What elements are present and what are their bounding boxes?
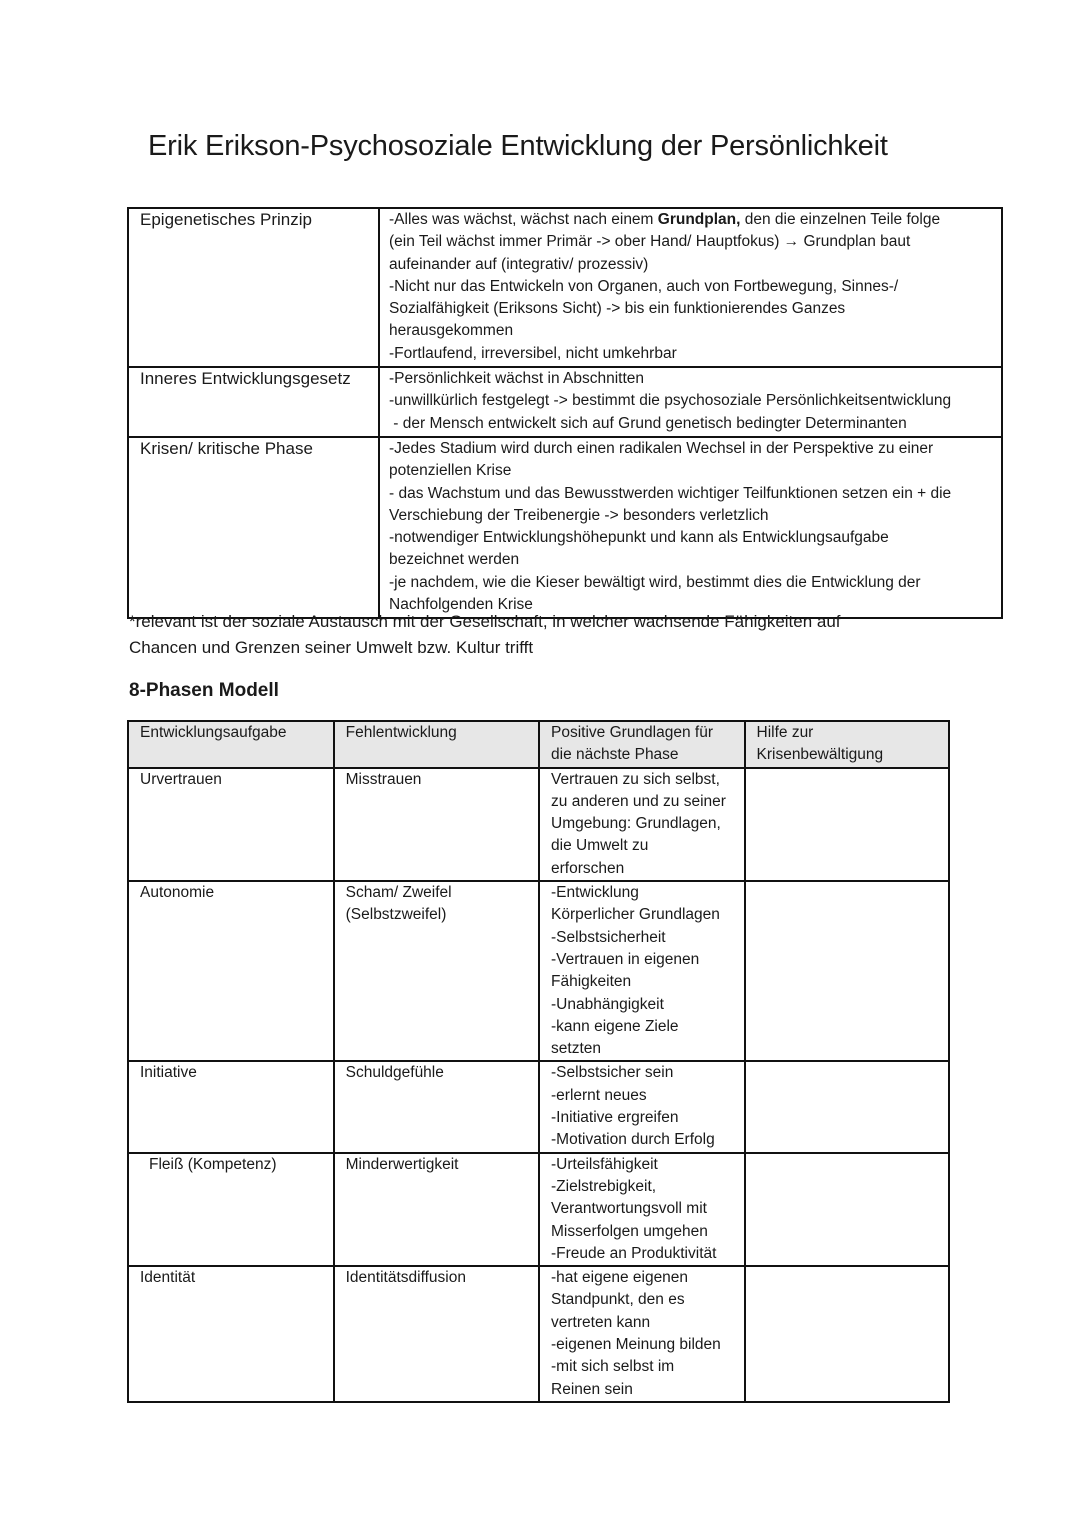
column-header: Entwicklungsaufgabe xyxy=(128,721,334,768)
cell-task xyxy=(128,1153,334,1266)
table-row xyxy=(128,1153,949,1266)
section-heading: 8-Phasen Modell xyxy=(129,680,279,701)
text-line: -notwendiger Entwicklungshöhepunkt und kann als Entwicklungsaufgabe xyxy=(389,529,889,547)
table-row xyxy=(128,208,1002,367)
table-row xyxy=(128,437,1002,618)
page-title: Erik Erikson-Psychosoziale Entwicklung der Persönlichkeit xyxy=(148,130,888,162)
text-line: (ein Teil wächst immer Primär -> ober Hand/ Hauptfokus) → Grundplan baut xyxy=(389,233,911,251)
row-description xyxy=(379,208,1002,367)
table-row xyxy=(128,768,949,881)
cell-fail: Identitätsdiffusion xyxy=(334,1266,539,1402)
cell-help xyxy=(745,768,950,881)
cell-positive: -Selbstsicher sein -erlernt neues -Initiative ergreifen -Motivation durch Erfolg xyxy=(539,1061,744,1152)
text-line: -je nachdem, wie die Kieser bewältigt wird, bestimmt dies die Entwicklung der xyxy=(389,573,921,591)
row-label: Krisen/ kritische Phase xyxy=(128,437,379,618)
cell-task: Identität xyxy=(128,1266,334,1402)
footnote-line: Chancen und Grenzen seiner Umwelt bzw. Kultur trifft xyxy=(129,638,534,657)
text-line: - das Wachstum und das Bewusstwerden wichtiger Teilfunktionen setzen ein + die xyxy=(389,484,952,502)
text-line: -Persönlichkeit wächst in Abschnitten xyxy=(389,370,645,388)
column-header: Hilfe zur Krisenbewältigung xyxy=(745,721,950,768)
text-line: herausgekommen xyxy=(389,322,514,340)
row-description xyxy=(379,367,1002,437)
cell-fail: Minderwertigkeit xyxy=(334,1153,539,1266)
table-row xyxy=(128,367,1002,437)
table-header-row xyxy=(128,721,949,768)
cell-help xyxy=(745,1153,950,1266)
table-row xyxy=(128,881,949,1061)
text-line: -unwillkürlich festgelegt -> bestimmt die psychosoziale Persönlichkeitsentwicklung xyxy=(389,392,952,410)
cell-help xyxy=(745,1266,950,1402)
cell-help xyxy=(745,881,950,1061)
text-line: -Alles was wächst, wächst nach einem xyxy=(389,211,658,228)
cell-positive: Vertrauen zu sich selbst, zu anderen und zu seiner Umgebung: Grundlagen, die Umwelt zu erforschen xyxy=(539,768,744,881)
cell-task: Urvertrauen xyxy=(128,768,334,881)
text-line: potenziellen Krise xyxy=(389,462,512,480)
table-row xyxy=(128,1266,949,1402)
table-row xyxy=(128,1061,949,1152)
row-label: Inneres Entwicklungsgesetz xyxy=(128,367,379,437)
text-line: bezeichnet werden xyxy=(389,551,520,569)
column-header: Positive Grundlagen für die nächste Phase xyxy=(539,721,744,768)
principles-table xyxy=(127,207,1003,619)
cell-positive: -hat eigene eigenen Standpunkt, den es vertreten kann -eigenen Meinung bilden -mit sich selbst im Reinen sein xyxy=(539,1266,744,1402)
cell-task: Autonomie xyxy=(128,881,334,1061)
footnote-line: *relevant ist der soziale Austausch mit der Gesellschaft, in welcher wachsende Fähigkeiten auf xyxy=(129,612,841,631)
cell-positive: -Urteilsfähigkeit -Zielstrebigkeit, Verantwortungsvoll mit Misserfolgen umgehen -Freude an Produktivität xyxy=(539,1153,744,1266)
row-label: Epigenetisches Prinzip xyxy=(128,208,379,367)
cell-fail: Misstrauen xyxy=(334,768,539,881)
cell-fail: Schuldgefühle xyxy=(334,1061,539,1152)
text-line: -Fortlaufend, irreversibel, nicht umkehrbar xyxy=(389,344,677,362)
text-line: Nachfolgenden Krise xyxy=(389,596,533,614)
text-line: Sozialfähigkeit (Eriksons Sicht) -> bis ein funktionierendes Ganzes xyxy=(389,300,846,318)
text-line: aufeinander auf (integrativ/ prozessiv) xyxy=(389,255,649,273)
cell-task-text: Fleiß (Kompetenz) xyxy=(149,1155,277,1173)
cell-fail: Scham/ Zweifel (Selbstzweifel) xyxy=(334,881,539,1061)
column-header: Fehlentwicklung xyxy=(334,721,539,768)
phases-table xyxy=(127,720,950,1403)
cell-task: Initiative xyxy=(128,1061,334,1152)
row-description xyxy=(379,437,1002,618)
text-line: den die einzelnen Teile folge xyxy=(740,211,941,228)
text-line: -Nicht nur das Entwickeln von Organen, auch von Fortbewegung, Sinnes-/ xyxy=(389,277,899,295)
bold-term: Grundplan, xyxy=(657,211,741,228)
text-line: - der Mensch entwickelt sich auf Grund genetisch bedingter Determinanten xyxy=(389,414,907,432)
text-line: -Jedes Stadium wird durch einen radikalen Wechsel in der Perspektive zu einer xyxy=(389,439,934,457)
cell-help xyxy=(745,1061,950,1152)
cell-positive: -Entwicklung Körperlicher Grundlagen -Selbstsicherheit -Vertrauen in eigenen Fähigkeiten -Unabhängigkeit -kann eigene Ziele setzten xyxy=(539,881,744,1061)
text-line: Verschiebung der Treibenergie -> besonders verletzlich xyxy=(389,506,769,524)
footnote xyxy=(129,609,989,661)
